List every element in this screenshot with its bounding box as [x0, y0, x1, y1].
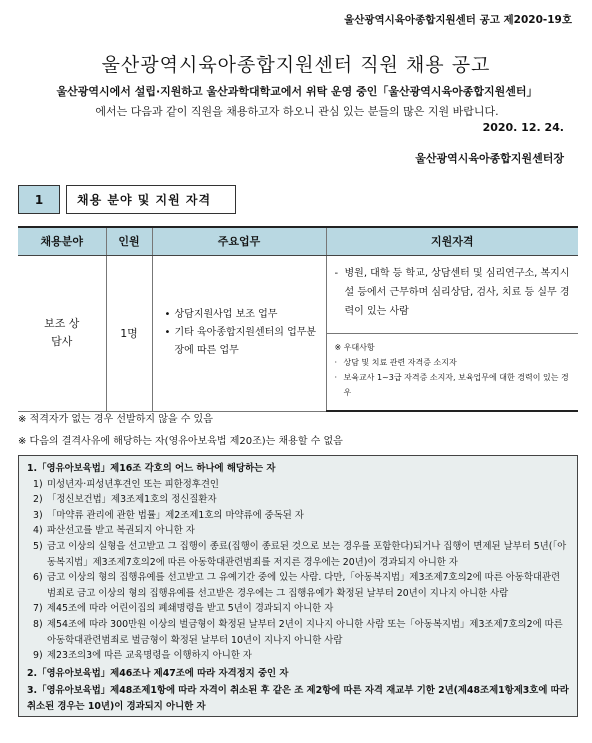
disqualification-item-2: 2.「영유아보육법」제46조나 제47조에 따라 자격정지 중인 자 — [27, 667, 289, 679]
list-item: 9) 제23조의3에 따른 교육명령을 이행하지 아니한 자 — [33, 650, 252, 662]
preference-text: 상담 및 치료 관련 자격증 소지자 — [343, 357, 457, 367]
duty-text: 상담지원사업 보조 업무 — [174, 309, 278, 320]
note-no-qualified: ※ 적격자가 없는 경우 선발하지 않을 수 있음 — [18, 414, 213, 425]
recruitment-table — [18, 226, 578, 412]
notice-number: 울산광역시육아종합지원센터 공고 제2020-19호 — [344, 14, 572, 26]
disqualification-sublist — [27, 477, 569, 664]
duties-cell — [152, 255, 326, 411]
preference-title: ※ 우대사항 — [334, 342, 375, 352]
job-field-cell — [18, 255, 106, 411]
intro-paragraph — [14, 82, 580, 122]
signer: 울산광역시육아종합지원센터장 — [415, 152, 564, 165]
list-item: 6) 금고 이상의 형의 집행유예를 선고받고 그 유예기간 중에 있는 사람. 다만,「아동복지법」제3조제7호의2에 따른 아동학대관련범죄로 금고 이상의 형의 집행유예를 선고받은 경우에는 그 집행유예가 확정된 날부터 20년이 지나지 아니한 사람 — [33, 572, 561, 599]
list-item: 2) 「정신보건법」제3조제1호의 정신질환자 — [33, 494, 217, 506]
list-item: • 기타 육아종합지원센터의 업무분장에 따른 업무 — [165, 324, 320, 360]
list-item: · 상담 및 치료 관련 자격증 소지자 — [335, 355, 571, 370]
note-disqualification: ※ 다음의 결격사유에 해당하는 자(영유아보육법 제20조)는 채용할 수 없음 — [18, 436, 343, 447]
list-item: 5) 금고 이상의 실형을 선고받고 그 집행이 종료(집행이 종료된 것으로 보는 경우를 포함한다)되거나 집행이 면제된 날부터 5년(「아동복지법」제3조제7호의2에 따른 아동학대관련범죄를 저지른 경우에는 20년)이 경과되지 아니한 자 — [33, 540, 567, 568]
list-item: - 병원, 대학 등 학교, 상담센터 및 심리연구소, 복지시설 등에서 근무하며 심리상담, 검사, 치료 등 실무 경력이 있는 사람 — [335, 264, 571, 321]
page-title: 울산광역시육아종합지원센터 직원 채용 공고 — [101, 54, 491, 76]
intro-bold-text: 울산광역시에서 설립·지원하고 울산과학대학교에서 위탁 운영 중인「울산광역시육아종합지원센터」 — [56, 85, 538, 98]
table-header: 인원 — [106, 227, 152, 255]
section-header — [18, 185, 236, 214]
section-title: 채용 분야 및 지원 자격 — [66, 185, 236, 214]
list-item: • 상담지원사업 보조 업무 — [165, 306, 320, 324]
preference-text: 보육교사 1~3급 자격증 소지자, 보육업무에 대한 경력이 있는 경우 — [343, 372, 569, 397]
intro-text: 에서는 다음과 같이 직원을 채용하고자 하오니 관심 있는 분들의 많은 지원 바랍니다. — [95, 105, 499, 118]
job-field: 보조 상담사 — [44, 317, 80, 348]
notice-date: 2020. 12. 24. — [482, 121, 564, 134]
list-item: 4) 파산선고를 받고 복권되지 아니한 자 — [33, 525, 195, 537]
list-item: 1) 미성년자·피성년후견인 또는 피한정후견인 — [33, 478, 219, 490]
list-item: 8) 제54조에 따라 300만원 이상의 벌금형이 확정된 날부터 2년이 지나지 아니한 사람 또는「아동복지법」제3조제7호의2에 따른 아동학대관련범죄로 벌금형이 확정된 날부터 10년이 지나지 아니한 사람 — [33, 618, 563, 646]
headcount: 1명 — [106, 255, 152, 411]
qualification-text: 병원, 대학 등 학교, 상담센터 및 심리연구소, 복지시설 등에서 근무하며 심리상담, 검사, 치료 등 실무 경력이 있는 사람 — [344, 267, 570, 317]
list-item: · 보육교사 1~3급 자격증 소지자, 보육업무에 대한 경력이 있는 경우 — [335, 370, 571, 400]
disqualification-item-1: 1.「영유아보육법」제16조 각호의 어느 하나에 해당하는 자 — [27, 463, 276, 474]
section-number: 1 — [18, 185, 60, 214]
list-item: 7) 제45조에 따라 어린이집의 폐쇄명령을 받고 5년이 경과되지 아니한 자 — [33, 603, 334, 615]
list-item: 3) 「마약류 관리에 관한 법률」제2조제1호의 마약류에 중독된 자 — [33, 509, 304, 521]
table-header: 채용분야 — [18, 227, 106, 255]
table-header: 주요업무 — [152, 227, 326, 255]
disqualification-box — [18, 455, 578, 717]
disqualification-item-3: 3.「영유아보육법」제48조제1항에 따라 자격이 취소된 후 같은 조 제2항에 따른 자격 재교부 기한 2년(제48조제1항제3호에 따라 취소된 경우는 10년)이 경과되지 아니한 자 — [27, 685, 569, 712]
duty-text: 기타 육아종합지원센터의 업무분장에 따른 업무 — [174, 327, 317, 356]
qualification-cell — [326, 255, 578, 333]
table-header: 지원자격 — [326, 227, 578, 255]
preference-cell — [326, 333, 578, 411]
